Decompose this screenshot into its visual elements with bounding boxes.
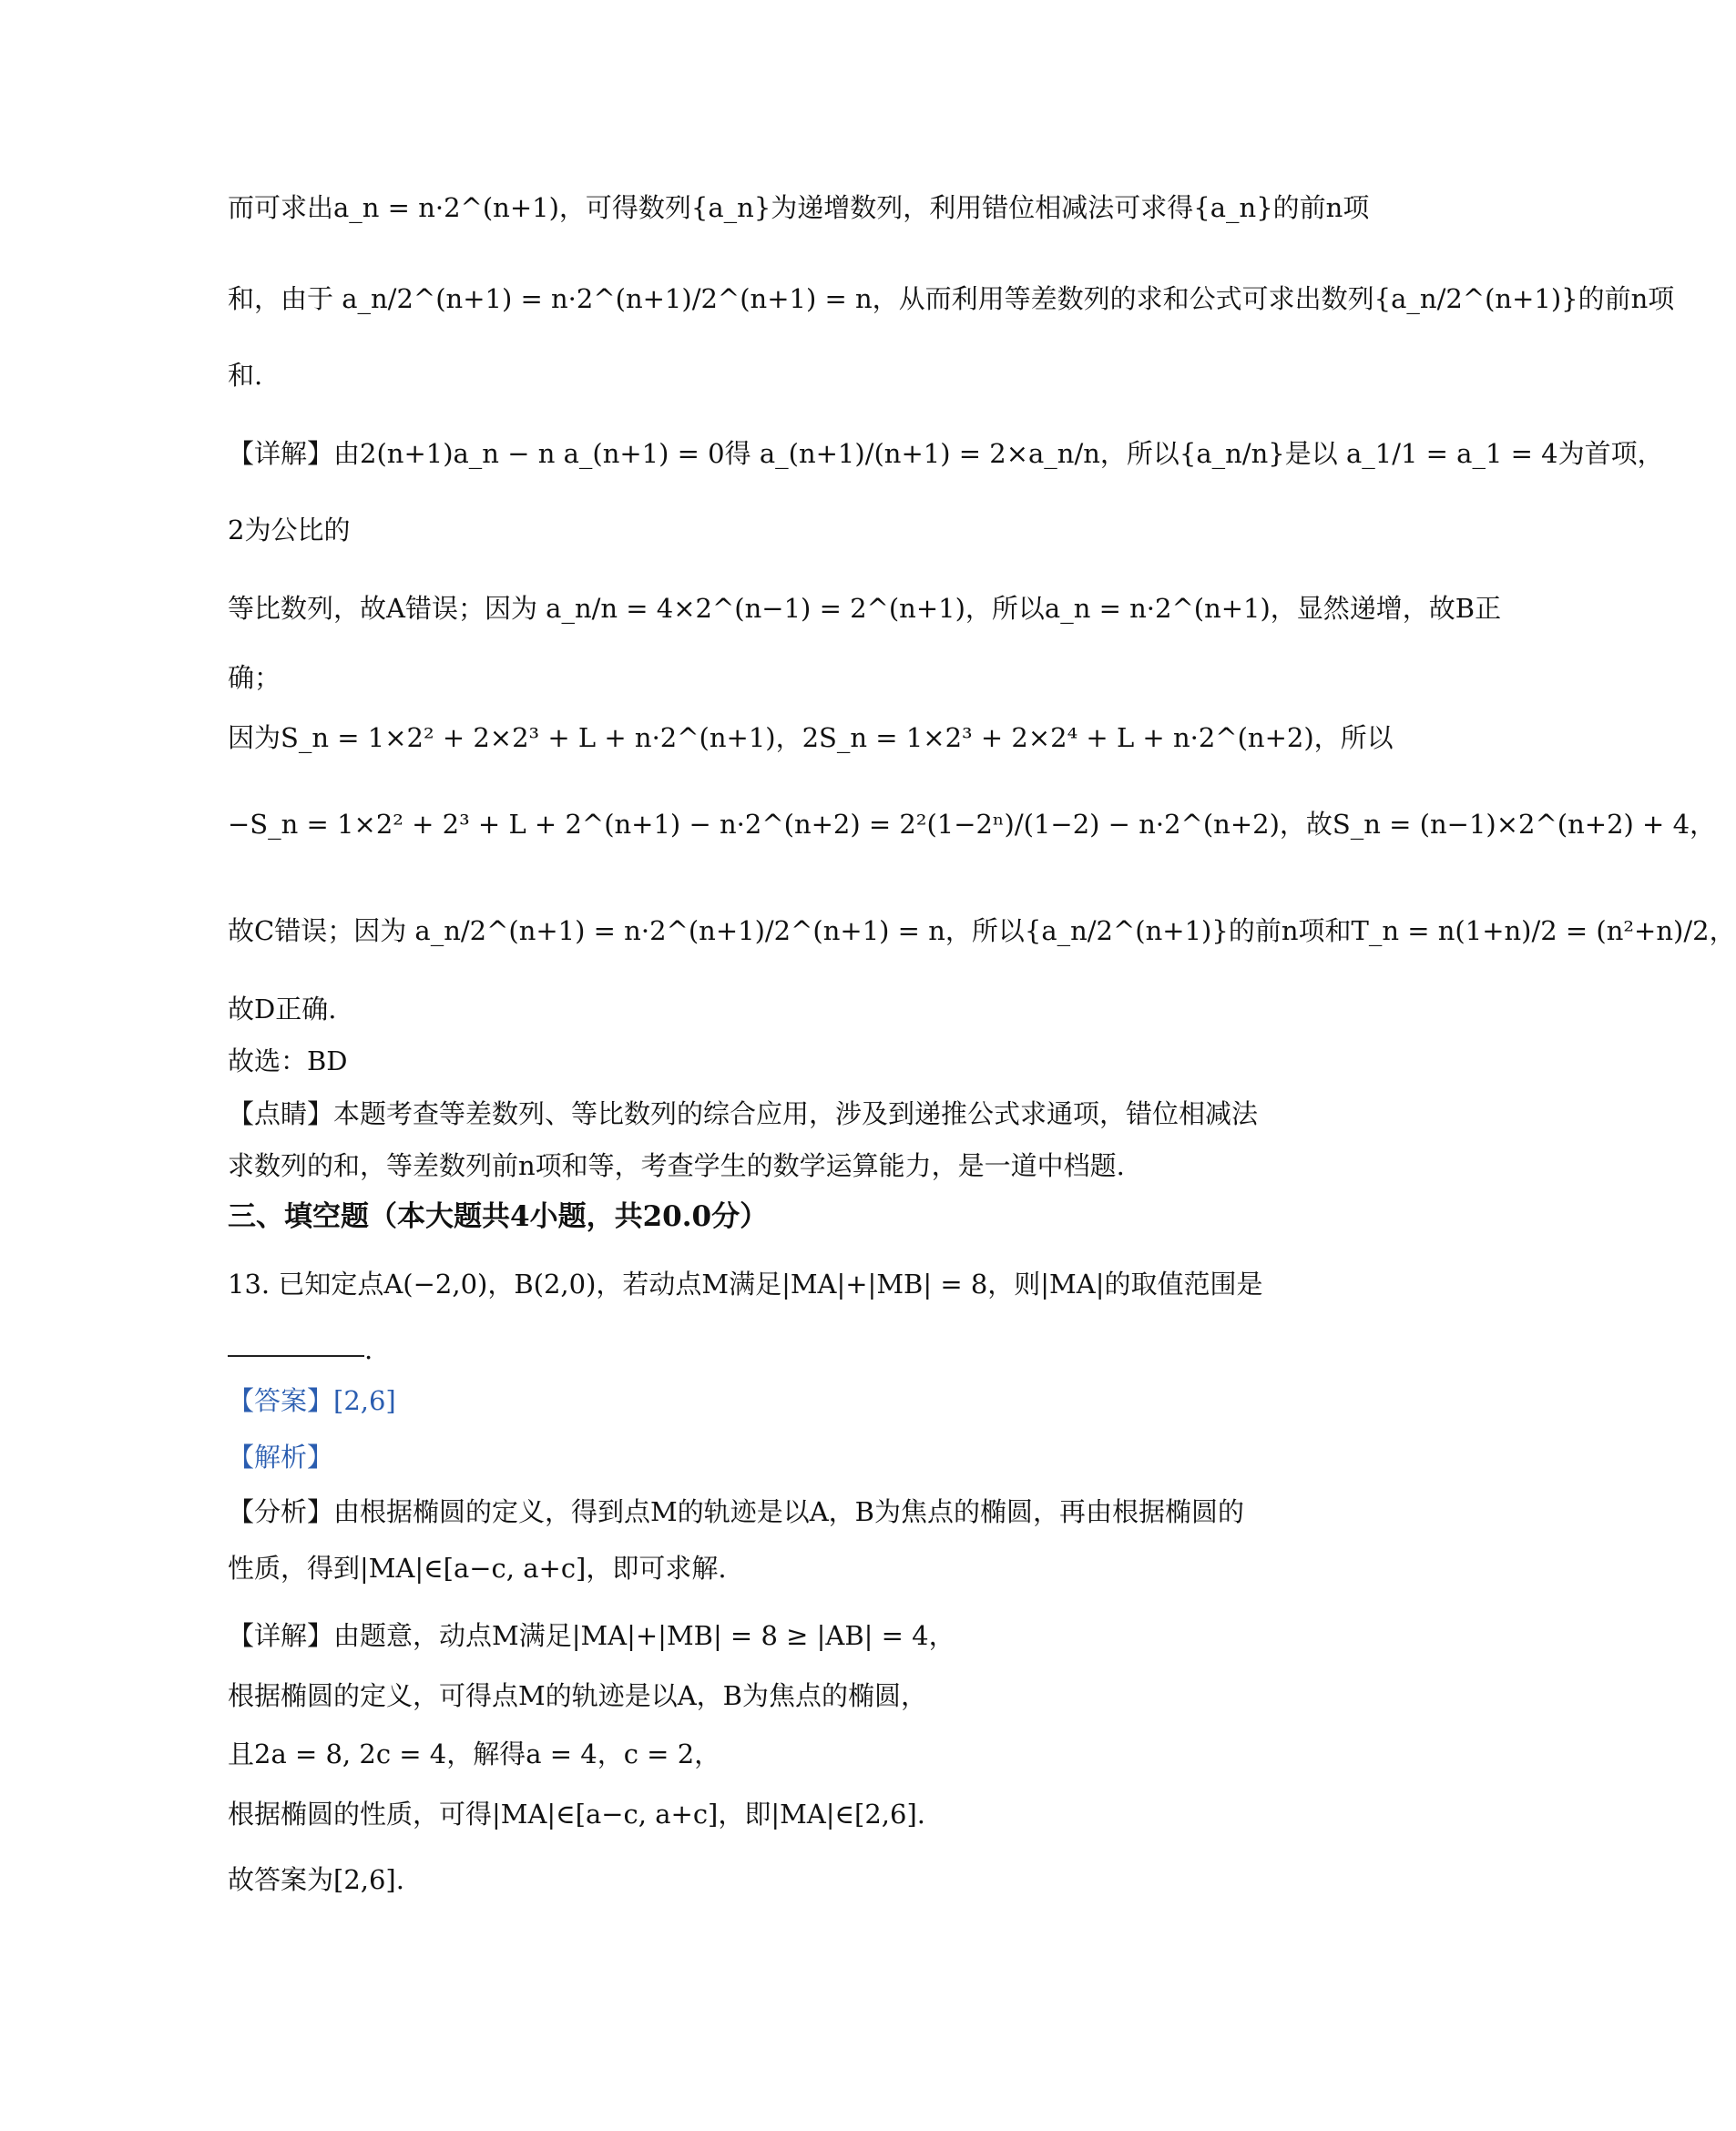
text-line: 【点睛】本题考查等差数列、等比数列的综合应用，涉及到递推公式求通项，错位相减法 bbox=[228, 1098, 1259, 1129]
answer-blank bbox=[228, 1355, 364, 1357]
text-line: . bbox=[364, 1334, 373, 1365]
text-line: 根据椭圆的性质，可得|MA|∈[a−c, a+c]，即|MA|∈[2,6]. bbox=[228, 1799, 925, 1830]
text-line: 故C错误；因为 a_n/2^(n+1) = n·2^(n+1)/2^(n+1) = n，所以{a_n/2^(n+1)}的前n项和T_n = n(1+n)/2 = (n²+n)/2， bbox=[228, 915, 1736, 946]
text-line: 和. bbox=[228, 360, 263, 391]
text-line: 2为公比的 bbox=[228, 515, 351, 545]
text-line: 【分析】由根据椭圆的定义，得到点M的轨迹是以A，B为焦点的椭圆，再由根据椭圆的 bbox=[228, 1496, 1244, 1527]
text-line: 而可求出a_n = n·2^(n+1)，可得数列{a_n}为递增数列，利用错位相减法可求得{a_n}的前n项 bbox=[228, 192, 1370, 223]
text-line: 因为S_n = 1×2² + 2×2³ + L + n·2^(n+1)，2S_n = 1×2³ + 2×2⁴ + L + n·2^(n+2)，所以 bbox=[228, 722, 1394, 753]
text-line: −S_n = 1×2² + 2³ + L + 2^(n+1) − n·2^(n+2) = 2²(1−2ⁿ)/(1−2) − n·2^(n+2)，故S_n = (n−1)×2^(n+2) + 4， bbox=[228, 809, 1717, 840]
text-line: 故选：BD bbox=[228, 1045, 348, 1076]
text-line: 等比数列，故A错误；因为 a_n/n = 4×2^(n−1) = 2^(n+1)，所以a_n = n·2^(n+1)，显然递增，故B正 bbox=[228, 593, 1502, 624]
text-line: 性质，得到|MA|∈[a−c, a+c]，即可求解. bbox=[228, 1553, 727, 1584]
text-line: 根据椭圆的定义，可得点M的轨迹是以A，B为焦点的椭圆， bbox=[228, 1680, 927, 1711]
text-line: 求数列的和，等差数列前n项和等，考查学生的数学运算能力，是一道中档题. bbox=[228, 1150, 1125, 1181]
text-line: 故D正确. bbox=[228, 994, 337, 1025]
analysis-tag: 【解析】 bbox=[228, 1442, 334, 1473]
text-line: 和，由于 a_n/2^(n+1) = n·2^(n+1)/2^(n+1) = n，从而利用等差数列的求和公式可求出数列{a_n/2^(n+1)}的前n项 bbox=[228, 283, 1675, 314]
section-heading: 三、填空题（本大题共4小题，共20.0分） bbox=[228, 1200, 769, 1233]
text-line: 故答案为[2,6]. bbox=[228, 1864, 404, 1895]
question-line: 13. 已知定点A(−2,0)，B(2,0)，若动点M满足|MA|+|MB| = 8，则|MA|的取值范围是 bbox=[228, 1269, 1263, 1300]
text-line: 【详解】由2(n+1)a_n − n a_(n+1) = 0得 a_(n+1)/(n+1) = 2×a_n/n，所以{a_n/n}是以 a_1/1 = a_1 = 4为首项， bbox=[228, 438, 1664, 469]
answer-line: 【答案】[2,6] bbox=[228, 1385, 396, 1416]
text-line: 【详解】由题意，动点M满足|MA|+|MB| = 8 ≥ |AB| = 4， bbox=[228, 1620, 955, 1651]
text-line: 且2a = 8, 2c = 4，解得a = 4，c = 2， bbox=[228, 1738, 721, 1769]
text-line: 确； bbox=[228, 662, 281, 693]
